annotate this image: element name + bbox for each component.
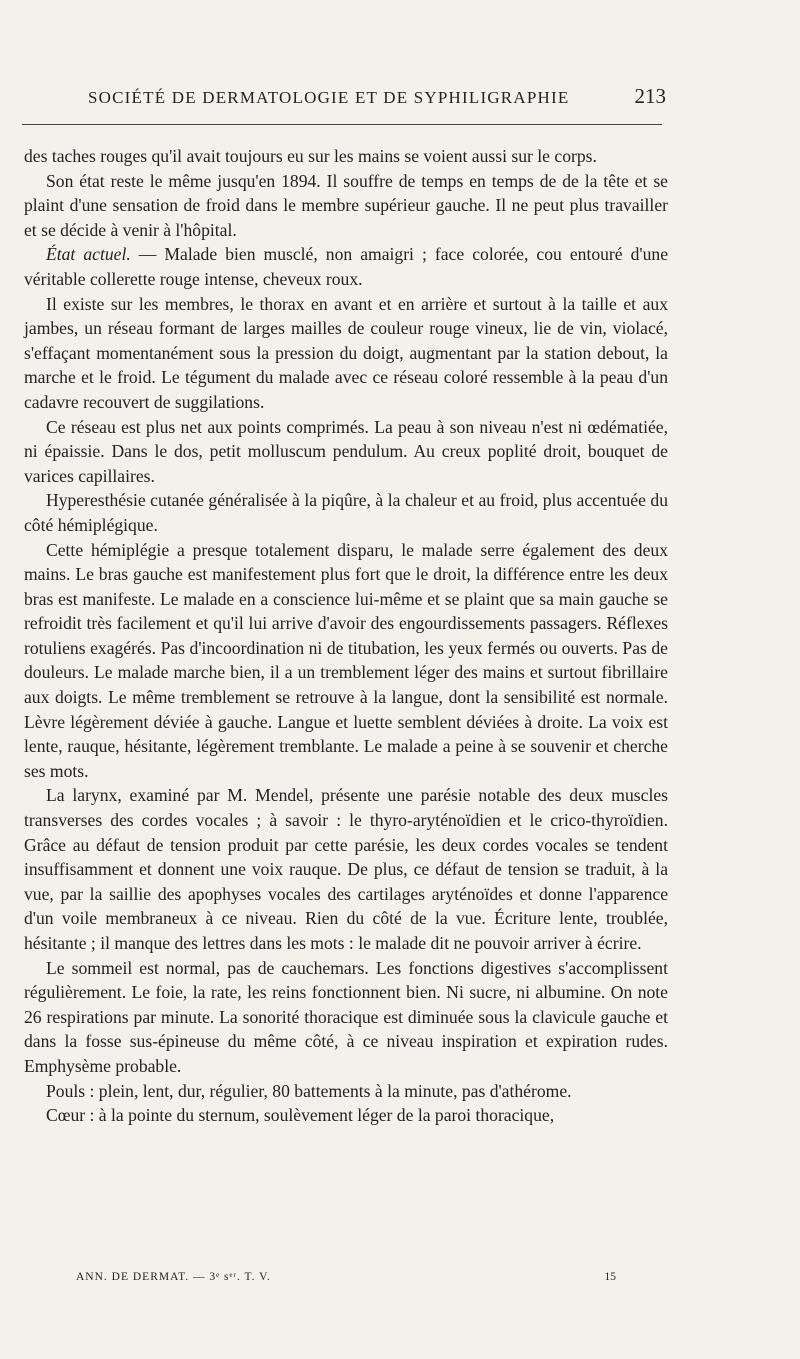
paragraph: Le sommeil est normal, pas de cauchemars. Les fonctions digestives s'accomplissent régulièrement. Le foie, la rate, les reins fonctionnent bien. Ni sucre, ni albumine. On note 26 respirations par minute. La sonorité thoracique est diminuée sous la clavicule gauche et dans la fosse sus-épineuse du même côté, à ce niveau inspiration et expiration rudes. Emphysème probable. <box>24 957 668 1076</box>
page-number: 213 <box>634 84 666 108</box>
body-text <box>24 144 668 1128</box>
header-rule <box>22 124 662 125</box>
printer-signature: ANN. DE DERMAT. — 3ᵉ sᵉʳ. T. V. <box>76 1271 271 1283</box>
paragraph: Son état reste le même jusqu'en 1894. Il souffre de temps en temps de de la tête et se plaint d'une sensation de froid dans le membre supérieur gauche. Il ne peut plus travailler et se décide à venir à l'hôpital. <box>24 170 668 240</box>
paragraph: Pouls : plein, lent, dur, régulier, 80 battements à la minute, pas d'athérome. <box>46 1080 572 1101</box>
paragraph: Cette hémiplégie a presque totalement disparu, le malade serre également des deux mains. Le bras gauche est manifestement plus fort que le droit, la différence entre les deux bras est manifeste. Le malade en a conscience lui-même et se plaint que sa main gauche se refroidit très facilement et qu'il lui arrive d'avoir des engourdissements passagers. Réflexes rotuliens exagérés. Pas d'incoordination ni de titubation, les yeux fermés ou ouverts. Pas de douleurs. Le malade marche bien, il a un tremblement léger des mains et surtout fibrillaire aux doigts. Le même tremblement se retrouve à la langue, dont la sensibilité est normale. Lèvre légèrement déviée à gauche. Langue et luette semblent déviées à droite. La voix est lente, rauque, hésitante, légèrement tremblante. Le malade a peine à se souvenir et cherche ses mots. <box>24 539 668 781</box>
running-title: SOCIÉTÉ DE DERMATOLOGIE ET DE SYPHILIGRAPHIE <box>88 88 570 107</box>
paragraph: Il existe sur les membres, le thorax en avant et en arrière et surtout à la taille et aux jambes, un réseau formant de larges mailles de couleur rouge vineux, lie de vin, violacé, s'effaçant momentanément sous la pression du doigt, augmentant par la station debout, la marche et le froid. Le tégument du malade avec ce réseau coloré ressemble à la peau d'un cadavre recouvert de suggilations. <box>24 293 668 412</box>
paragraph-etat-actuel <box>24 242 668 291</box>
section-heading: État actuel. <box>46 244 131 265</box>
running-header <box>88 84 666 114</box>
paragraph: Ce réseau est plus net aux points comprimés. La peau à son niveau n'est ni œdématiée, ni épaissie. Dans le dos, petit molluscum pendulum. Au creux poplité droit, bouquet de varices capillaires. <box>24 416 668 486</box>
paragraph: des taches rouges qu'il avait toujours eu sur les mains se voient aussi sur le corps. <box>24 146 597 166</box>
signature-number: 15 <box>604 1271 616 1283</box>
paragraph: La larynx, examiné par M. Mendel, présente une parésie notable des deux muscles transverses des cordes vocales ; à savoir : le thyro-aryténoïdien et le crico-thyroïdien. Grâce au défaut de tension produit par cette parésie, les deux cordes vocales se tendent insuffisamment et donnent une voix rauque. De plus, ce défaut de tension se traduit, à la vue, par la saillie des apophyses vocales des cartilages aryténoïdes et donne l'apparence d'un voile membraneux à ce niveau. Rien du côté de la vue. Écriture lente, troublée, hésitante ; il manque des lettres dans les mots : le malade dit ne pouvoir arriver à écrire. <box>24 785 668 953</box>
paragraph: Cœur : à la pointe du sternum, soulèvement léger de la paroi thoracique, <box>46 1105 555 1126</box>
paragraph: Hyperesthésie cutanée généralisée à la piqûre, à la chaleur et au froid, plus accentuée du côté hémiplégique. <box>24 490 668 535</box>
paragraph-text: — Malade bien musclé, non amaigri ; face colorée, cou entouré d'une véritable collerette rouge intense, cheveux roux. <box>24 244 668 289</box>
